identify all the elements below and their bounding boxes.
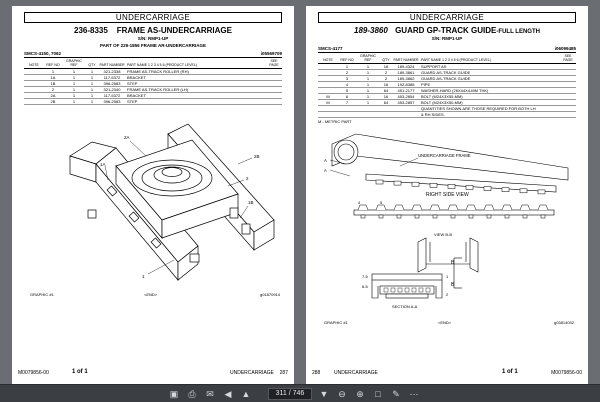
support-bracket bbox=[412, 205, 422, 210]
cell-part-name: SUPPORT AS bbox=[420, 64, 560, 70]
callout-2b: 2B bbox=[254, 154, 260, 159]
guard-tooth bbox=[394, 181, 401, 185]
cell-part-number: 396-2583 bbox=[98, 99, 126, 105]
title-text: FRAME AS-UNDERCARRIAGE bbox=[116, 26, 232, 35]
label-right-side-view: RIGHT SIDE VIEW bbox=[426, 192, 469, 198]
document-id: i06099485 bbox=[554, 46, 576, 51]
cell-graphic-ref: 1 bbox=[356, 94, 380, 100]
callout-7-5: 7-5 bbox=[362, 274, 368, 279]
support-foot bbox=[433, 215, 437, 218]
footer-page-count: 1 of 1 bbox=[502, 369, 518, 375]
guard-tooth bbox=[466, 186, 473, 190]
guard-diagram bbox=[306, 6, 588, 384]
cell-graphic-ref: 1 bbox=[356, 100, 380, 106]
support-bracket bbox=[502, 205, 512, 210]
col-ref: REF NO bbox=[338, 53, 356, 64]
support-foot bbox=[361, 215, 365, 218]
cell-ref: 1 bbox=[44, 69, 62, 75]
support-foot bbox=[451, 215, 455, 218]
label-a-upper: A bbox=[324, 158, 327, 163]
cell-ref: 5 bbox=[338, 88, 356, 94]
cell-part-name: & RH SIDES. bbox=[420, 112, 560, 118]
support-bracket bbox=[358, 205, 368, 210]
cell-ref: 2 bbox=[338, 70, 356, 76]
col-part-name: PART NAME 1 2 3 4 5 6 (PRODUCT LEVEL) bbox=[126, 58, 266, 69]
cell-qty: 64 bbox=[380, 88, 392, 94]
part-of-note: PART OF 229-1856 FRAME AR-UNDERCARRIAGE bbox=[99, 43, 206, 48]
zoom-out-icon[interactable]: ⊖ bbox=[338, 389, 346, 399]
col-see-page: SEE PAGE bbox=[560, 53, 576, 64]
cell-graphic-ref: 1 bbox=[62, 75, 86, 81]
cell-graphic-ref: 1 bbox=[62, 69, 86, 75]
cell-ref: 4 bbox=[338, 82, 356, 88]
col-note: NOTE bbox=[318, 53, 338, 64]
cell-ref: 1B bbox=[44, 81, 62, 87]
cell-graphic-ref: 1 bbox=[62, 81, 86, 87]
page-287 bbox=[12, 6, 294, 384]
section-link bbox=[419, 288, 423, 292]
serial-range: S/N: RMP1-UP bbox=[137, 36, 169, 41]
callout-2-right: 2 bbox=[446, 292, 449, 297]
support-bracket bbox=[538, 205, 548, 210]
cell-qty: 16 bbox=[380, 64, 392, 70]
figure-id: g03814032 bbox=[553, 320, 574, 325]
footer-page-number: 287 bbox=[279, 370, 288, 376]
col-part-name: PART NAME 1 2 3 4 5 6 (PRODUCT LEVEL) bbox=[420, 53, 560, 64]
support-foot bbox=[523, 215, 527, 218]
col-graphic-ref: GRAPHIC REF bbox=[62, 58, 86, 69]
callout-1a: 1A bbox=[100, 162, 106, 167]
label-section-aa: SECTION A-A bbox=[392, 304, 418, 309]
callout-1: 1 bbox=[142, 274, 145, 279]
callout-4: 4 bbox=[358, 200, 361, 205]
section-link bbox=[412, 288, 416, 292]
cell-qty: 1 bbox=[86, 87, 98, 93]
cell-graphic-ref: 1 bbox=[62, 99, 86, 105]
col-part-number: PART NUMBER bbox=[392, 53, 420, 64]
support-bracket bbox=[376, 205, 386, 210]
support-foot bbox=[541, 215, 545, 218]
first-page-icon[interactable]: ▲ bbox=[241, 389, 251, 399]
label-b-lower: B bbox=[451, 282, 455, 288]
cell-part-name: PIPE bbox=[420, 82, 560, 88]
cell-part-number: 117-5372 bbox=[98, 75, 126, 81]
smcs-code: SMCS-4177 bbox=[318, 46, 343, 51]
col-part-number: PART NUMBER bbox=[98, 58, 126, 69]
title-suffix: -FULL LENGTH bbox=[496, 29, 540, 35]
section-link bbox=[405, 288, 409, 292]
email-icon[interactable]: ✉ bbox=[206, 389, 214, 399]
cell-part-name: QUANTITIES SHOWN ARE THOSE REQUIRED FOR BOTH LH bbox=[420, 106, 560, 112]
page-number-input[interactable]: 311 / 746 bbox=[268, 388, 312, 400]
label-undercarriage: UNDERCARRIAGE FRAME bbox=[418, 153, 471, 158]
cell-part-name: FRAME AS-TRACK ROLLER (RH) bbox=[126, 69, 266, 75]
cell-qty: 2 bbox=[380, 76, 392, 82]
side-view-rail bbox=[354, 210, 554, 215]
col-qty: QTY bbox=[380, 53, 392, 64]
document-id: i05569709 bbox=[260, 51, 282, 56]
guard-tooth bbox=[484, 187, 491, 191]
footer-page-count: 1 of 1 bbox=[72, 369, 88, 375]
cell-graphic-ref: 1 bbox=[356, 70, 380, 76]
cell-qty: 1 bbox=[86, 99, 98, 105]
title-part-number: 236-8335 bbox=[74, 26, 108, 35]
section-aa-drawing bbox=[372, 274, 442, 298]
footer-section: UNDERCARRIAGE bbox=[230, 370, 274, 376]
cell-ref: 2 bbox=[44, 87, 62, 93]
support-bracket bbox=[430, 205, 440, 210]
col-qty: QTY bbox=[86, 58, 98, 69]
support-foot bbox=[397, 215, 401, 218]
section-link bbox=[391, 288, 395, 292]
graphic-label: GRAPHIC #1 bbox=[30, 292, 54, 297]
fit-page-icon[interactable]: □ bbox=[375, 389, 381, 399]
cell-qty: 16 bbox=[380, 82, 392, 88]
print-icon[interactable]: ⎙ bbox=[188, 389, 196, 399]
section-header: UNDERCARRIAGE bbox=[318, 12, 576, 23]
footer-doc-number: M0079856-00 bbox=[551, 370, 582, 376]
cell-part-number: 453-2857 bbox=[392, 100, 420, 106]
page-footer bbox=[18, 369, 288, 378]
col-ref: REF NO bbox=[44, 58, 62, 69]
cell-part-name: BRACKET bbox=[126, 93, 266, 99]
cell-graphic-ref: 1 bbox=[356, 64, 380, 70]
cell-qty: 16 bbox=[380, 94, 392, 100]
cell-part-name: BRACKET bbox=[126, 75, 266, 81]
cell-part-name: BOLT (M24X3X50-MM) bbox=[420, 100, 560, 106]
footer-section: UNDERCARRIAGE bbox=[334, 370, 378, 376]
cell-ref: 1A bbox=[44, 75, 62, 81]
cell-part-number: 117-5372 bbox=[98, 93, 126, 99]
callout-2: 2 bbox=[246, 176, 249, 181]
support-bracket bbox=[466, 205, 476, 210]
cell-qty: 1 bbox=[86, 93, 98, 99]
previous-page-icon[interactable]: ◀ bbox=[224, 389, 232, 399]
section-header: UNDERCARRIAGE bbox=[24, 12, 282, 23]
cell-ref: 3 bbox=[338, 76, 356, 82]
label-b-upper: B bbox=[451, 260, 455, 266]
frame-diagram bbox=[12, 6, 294, 384]
page-288 bbox=[306, 6, 588, 384]
cell-part-name: STEP bbox=[126, 81, 266, 87]
page-footer bbox=[312, 369, 582, 378]
guard-tooth bbox=[412, 182, 419, 186]
graphic-label: GRAPHIC #1 bbox=[324, 320, 348, 325]
cell-qty: 64 bbox=[380, 100, 392, 106]
cell-qty: 2 bbox=[380, 70, 392, 76]
title-text: GUARD GP-TRACK GUIDE bbox=[395, 26, 497, 35]
cell-part-number: 189-3862 bbox=[392, 76, 420, 82]
cell-graphic-ref: 1 bbox=[356, 76, 380, 82]
section-link bbox=[426, 288, 430, 292]
cell-graphic-ref: 1 bbox=[356, 88, 380, 94]
cell-part-name: GUARD AS-TRACK GUIDE bbox=[420, 70, 560, 76]
cell-graphic-ref: 1 bbox=[62, 93, 86, 99]
support-bracket bbox=[394, 205, 404, 210]
footer-doc-number: M0079856-00 bbox=[18, 370, 49, 376]
support-bracket bbox=[520, 205, 530, 210]
guard-tooth bbox=[376, 180, 383, 184]
cell-part-number: 396-2583 bbox=[98, 81, 126, 87]
cell-part-number: 321-2338 bbox=[98, 69, 126, 75]
cell-qty: 1 bbox=[86, 69, 98, 75]
cell-note: M bbox=[318, 100, 338, 106]
guard-tooth bbox=[502, 188, 509, 192]
support-foot bbox=[487, 215, 491, 218]
serial-range: S/N: RMP1-UP bbox=[431, 36, 463, 41]
callout-2a: 2A bbox=[124, 135, 130, 140]
view-bb-drawing bbox=[418, 238, 478, 272]
col-see-page: SEE PAGE bbox=[266, 58, 282, 69]
end-marker: <END> bbox=[438, 320, 452, 325]
callout-5: 5 bbox=[380, 200, 383, 205]
cell-part-name: STEP bbox=[126, 99, 266, 105]
cell-part-number: 321-2340 bbox=[98, 87, 126, 93]
guard-tooth bbox=[430, 183, 437, 187]
cell-part-name: GUARD AS-TRACK GUIDE bbox=[420, 76, 560, 82]
cell-part-name: WASHER-HARD (26X44X4-MM THK) bbox=[420, 88, 560, 94]
guard-tooth bbox=[520, 189, 527, 193]
label-view-bb: VIEW B-B bbox=[434, 232, 453, 237]
comment-icon[interactable]: ✎ bbox=[392, 389, 400, 399]
cell-part-name: BOLT (M24X3X55-MM) bbox=[420, 94, 560, 100]
next-page-icon[interactable]: ▼ bbox=[319, 389, 329, 399]
zoom-in-icon[interactable]: ⊕ bbox=[356, 389, 364, 399]
more-tools-icon[interactable]: ⋯ bbox=[409, 389, 419, 399]
guard-tooth bbox=[538, 190, 545, 194]
cell-qty: 1 bbox=[86, 75, 98, 81]
callout-1b: 1B bbox=[248, 200, 254, 205]
viewer-toolbar bbox=[0, 384, 600, 402]
end-marker: <END> bbox=[144, 292, 158, 297]
support-bracket bbox=[448, 205, 458, 210]
cell-part-name: FRAME AS-TRACK ROLLER (LH) bbox=[126, 87, 266, 93]
cell-part-number: 189-3861 bbox=[392, 70, 420, 76]
cell-part-number: 453-2854 bbox=[392, 94, 420, 100]
figure-id: g01870914 bbox=[259, 292, 280, 297]
cell-ref: 6 bbox=[338, 94, 356, 100]
metric-note: M - METRIC PART bbox=[318, 119, 352, 124]
cell-qty: 1 bbox=[86, 81, 98, 87]
label-a-lower: A bbox=[324, 168, 327, 173]
cell-ref: 2B bbox=[44, 99, 62, 105]
title-part-number: 189-3860 bbox=[354, 26, 388, 35]
cell-part-number: 451-2177 bbox=[392, 88, 420, 94]
save-icon[interactable]: ▣ bbox=[169, 389, 179, 399]
section-link bbox=[384, 288, 388, 292]
section-link bbox=[398, 288, 402, 292]
smcs-code: SMCS-4150, 7062 bbox=[24, 51, 62, 56]
cell-ref: 1 bbox=[338, 64, 356, 70]
support-foot bbox=[379, 215, 383, 218]
support-foot bbox=[415, 215, 419, 218]
support-foot bbox=[505, 215, 509, 218]
cell-ref: 7 bbox=[338, 100, 356, 106]
cell-graphic-ref: 1 bbox=[356, 82, 380, 88]
cell-note: M bbox=[318, 94, 338, 100]
cell-part-number: 192-8388 bbox=[392, 82, 420, 88]
cell-part-number: 189-4324 bbox=[392, 64, 420, 70]
support-bracket bbox=[484, 205, 494, 210]
cell-graphic-ref: 1 bbox=[62, 87, 86, 93]
col-graphic-ref: GRAPHIC REF bbox=[356, 53, 380, 64]
support-foot bbox=[469, 215, 473, 218]
guard-tooth bbox=[448, 184, 455, 188]
cell-ref: 2A bbox=[44, 93, 62, 99]
col-note: NOTE bbox=[24, 58, 44, 69]
callout-6-5: 6-5 bbox=[362, 284, 368, 289]
footer-page-number: 288 bbox=[312, 370, 321, 376]
callout-1-right: 1 bbox=[446, 274, 449, 279]
